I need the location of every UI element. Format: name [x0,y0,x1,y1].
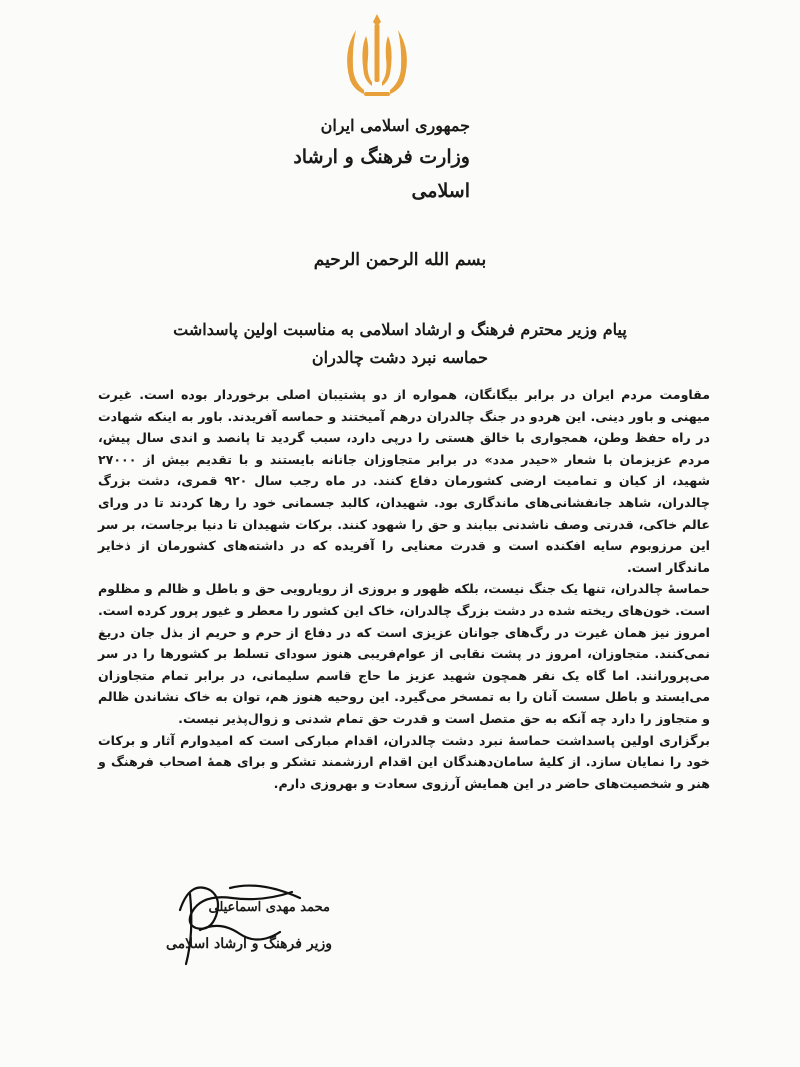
signatory-name: محمد مهدی اسماعیلی [208,900,330,915]
paragraph: حماسهٔ چالدران، تنها یک جنگ نیست، بلکه ظهور و بروزی از رویارویی حق و باطل و ظالم و مظلوم است. خون‌های ریخته شده در دشت بزرگ چالدران، خاک این کشور را معطر و غیور پرور کرده است. امروز نیز همان غیرت در رگ‌های جوانان عزیزی است که در دفاع از حرم و حریم از بذل جان دریغ نمی‌کنند. متجاوزان، امروز در پشت نقابی از عوام‌فریبی هنوز سودای تسلط بر کشورها را در سر می‌پرورانند. اما گاه یک نفر همچون شهید عزیز ما حاج قاسم سلیمانی، در برابر تمام متجاوزان می‌ایستد و باطل سست آنان را به تمسخر می‌گیرد. این روحیه هنوز هم، توان به خاک نشاندن ظالم و متجاوز را دارد چه آنکه به حق متصل است و قدرت حق تمام شدنی و زوال‌پذیر نیست. [98,581,710,726]
letterhead-ministry: وزارت فرهنگ و ارشاد اسلامی [293,146,470,202]
letter-title: پیام وزیر محترم فرهنگ و ارشاد اسلامی به مناسبت اولین پاسداشت حماسه نبرد دشت چالدران [173,320,627,367]
paragraph: مقاومت مردم ایران در برابر بیگانگان، همواره از دو پشتیبان اصلی برخوردار بوده است. غیرت میهنی و باور دینی. این هردو در جنگ چالدران درهم آمیختند و حماسه آفریدند. باور به اینکه شهادت در راه حفظ وطن، همجواری با خالق هستی را درپی دارد، سبب گردید تا پانصد و اندی سال پیش، مردم عزیزمان با شعار «حیدر مدد» در برابر متجاوزان جانانه بایستند و با تقدیم بیش از ۲۷۰۰۰ شهید، از کیان و تمامیت ارضی کشورمان دفاع کنند. در ماه رجب سال ۹۲۰ قمری، دشت بزرگ چالدران، شاهد جانفشانی‌های ماندگاری بود. شهیدان، کالبد جسمانی خود را رها کردند تا در ورای عالم خاکی، قدرتی وصف ناشدنی بیابند و حق را شهود کنند. برکات شهیدان تا دنیا برجاست، بر سر این مرزوبوم سایه افکنده است و قدرت معنایی را آفریده که در داشته‌های کشورمان از ذخایر ماندگار است. [98,387,710,575]
basmala: بسم الله الرحمن الرحیم [313,250,487,270]
handwritten-signature [170,870,340,980]
signatory-role: وزیر فرهنگ و ارشاد اسلامی [166,936,332,952]
iran-emblem-icon [340,8,414,100]
paragraph: برگزاری اولین پاسداشت حماسهٔ نبرد دشت چالدران، اقدام مبارکی است که امیدوارم آثار و برکات خود را نمایان سازد. از کلیهٔ سامان‌دهندگان این اقدام ارزشمند تشکر و برای همهٔ اصحاب فرهنگ و هنر و شخصیت‌های حاضر در این همایش آرزوی سعادت و بهروزی دارم. [98,732,710,791]
letterhead [230,112,470,208]
letter-body [98,384,710,794]
letterhead-country: جمهوری اسلامی ایران [320,116,470,135]
